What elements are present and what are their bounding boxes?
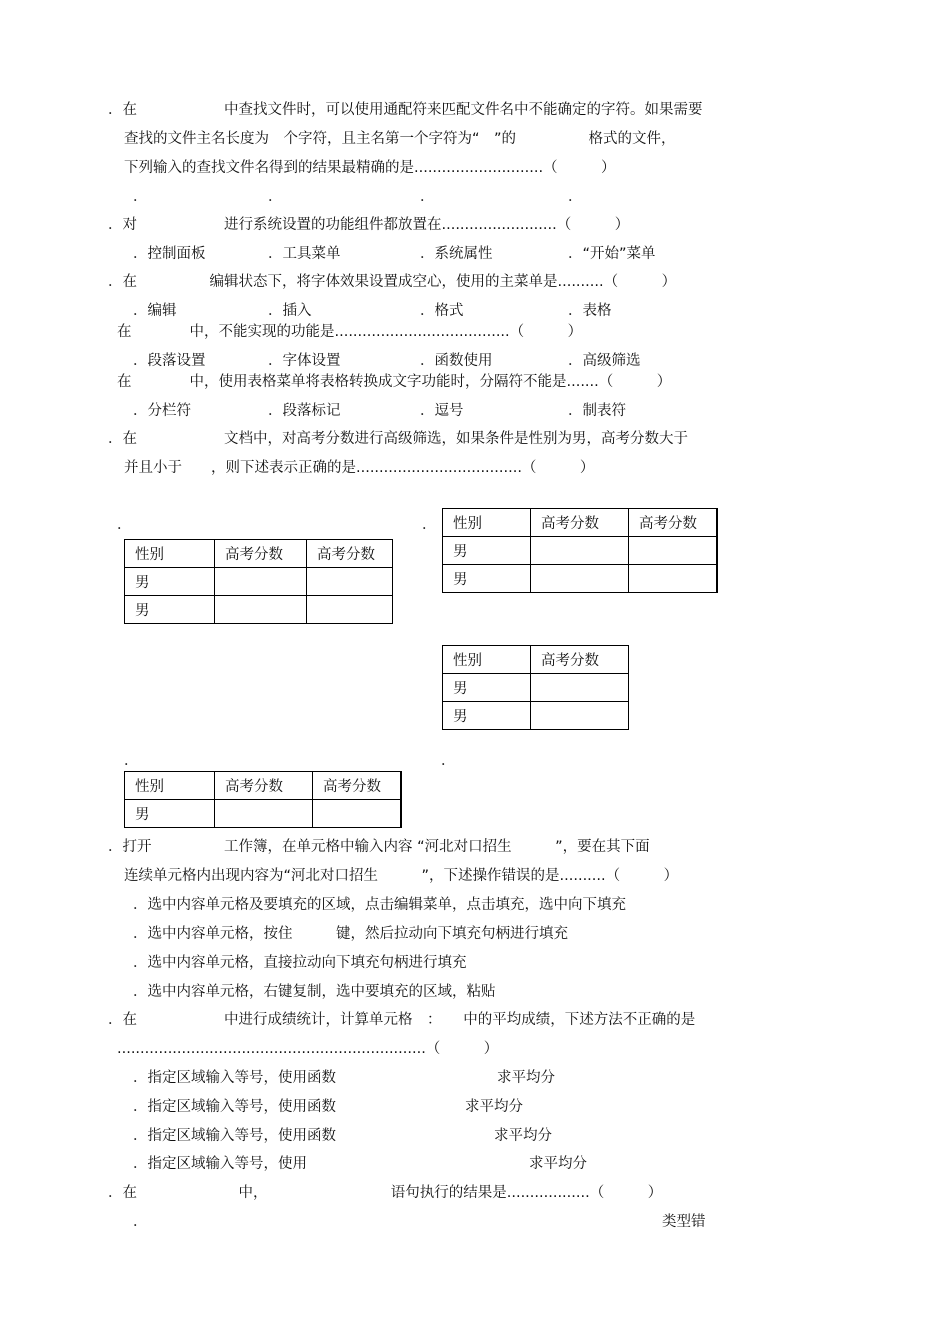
text-line: ． bbox=[117, 517, 132, 533]
text-line: 求平均分 bbox=[497, 1070, 555, 1086]
table-cell bbox=[215, 596, 307, 624]
table-header: 高考分数 bbox=[531, 509, 629, 537]
text-line: ．指定区域输入等号，使用函数 bbox=[133, 1070, 336, 1086]
text-line: ． bbox=[133, 189, 148, 205]
text-line: 连续单元格内出现内容为“河北对口招生 ”，下述操作错误的是..........（ ） bbox=[124, 868, 679, 884]
table-cell bbox=[307, 568, 393, 596]
text-line: 并且小于 ，则下述表示正确的是....................................（ ） bbox=[124, 460, 595, 476]
text-line: ．选中内容单元格，直接拉动向下填充句柄进行填充 bbox=[133, 955, 467, 971]
table-cell bbox=[307, 596, 393, 624]
table-cell bbox=[531, 565, 629, 593]
text-line: 求平均分 bbox=[494, 1128, 552, 1144]
text-line: ．指定区域输入等号，使用函数 bbox=[133, 1128, 336, 1144]
text-line: 在 中，不能实现的功能是......................................（ ） bbox=[117, 324, 583, 340]
text-line: ．在 中， 语句执行的结果是..................（ ） bbox=[108, 1185, 663, 1201]
text-line: 求平均分 bbox=[465, 1099, 523, 1115]
text-line: ． bbox=[124, 753, 139, 769]
text-line: 下列输入的查找文件名得到的结果最精确的是............................（ ） bbox=[124, 160, 616, 176]
table-cell: 男 bbox=[443, 702, 531, 730]
text-line: ．函数使用 bbox=[420, 353, 493, 369]
table-option-a bbox=[124, 539, 393, 624]
table-cell: 男 bbox=[443, 537, 531, 565]
text-line: ． bbox=[441, 753, 456, 769]
text-line: ．“开始”菜单 bbox=[568, 246, 656, 262]
text-line: ． bbox=[420, 189, 435, 205]
table-option-d bbox=[124, 771, 402, 828]
table-cell: 男 bbox=[443, 674, 531, 702]
table-cell bbox=[629, 565, 717, 593]
table-cell: 男 bbox=[125, 596, 215, 624]
text-line: ．系统属性 bbox=[420, 246, 493, 262]
table-cell bbox=[215, 800, 313, 828]
text-line: 在 中，使用表格菜单将表格转换成文字功能时，分隔符不能是.......（ ） bbox=[117, 374, 672, 390]
text-line: ．对 进行系统设置的功能组件都放置在.........................（ ） bbox=[108, 217, 630, 233]
text-line: ．选中内容单元格及要填充的区域，点击编辑菜单，点击填充，选中向下填充 bbox=[133, 897, 626, 913]
text-line: ．段落设置 bbox=[133, 353, 206, 369]
table-cell bbox=[531, 674, 629, 702]
text-line: ．分栏符 bbox=[133, 403, 191, 419]
table-header: 性别 bbox=[125, 772, 215, 800]
table-header: 高考分数 bbox=[629, 509, 717, 537]
text-line: 求平均分 bbox=[529, 1156, 587, 1172]
text-line: ．在 中进行成绩统计，计算单元格 ： 中的平均成绩，下述方法不正确的是 bbox=[108, 1012, 696, 1028]
text-line: ．插入 bbox=[268, 303, 312, 319]
table-cell: 男 bbox=[443, 565, 531, 593]
text-line: ． bbox=[133, 1214, 148, 1230]
text-line: ...................................................................（ ） bbox=[117, 1041, 499, 1057]
text-line: ．编辑 bbox=[133, 303, 177, 319]
text-line: ．段落标记 bbox=[268, 403, 341, 419]
text-line: ．在 编辑状态下，将字体效果设置成空心，使用的主菜单是..........（ ） bbox=[108, 274, 677, 290]
text-line: ． bbox=[422, 517, 437, 533]
text-line: ．逗号 bbox=[420, 403, 464, 419]
table-cell bbox=[531, 702, 629, 730]
text-line: ．指定区域输入等号，使用函数 bbox=[133, 1099, 336, 1115]
text-line: ．打开 工作簿，在单元格中输入内容 “河北对口招生 ”，要在其下面 bbox=[108, 839, 650, 855]
table-cell bbox=[215, 568, 307, 596]
table-cell bbox=[629, 537, 717, 565]
text-line: ．在 文档中，对高考分数进行高级筛选，如果条件是性别为男，高考分数大于 bbox=[108, 431, 688, 447]
text-line: ．工具菜单 bbox=[268, 246, 341, 262]
table-cell bbox=[313, 800, 401, 828]
text-line: ．在 中查找文件时，可以使用通配符来匹配文件名中不能确定的字符。如果需要 bbox=[108, 102, 703, 118]
text-line: ．选中内容单元格，右键复制，选中要填充的区域，粘贴 bbox=[133, 984, 496, 1000]
table-cell: 男 bbox=[125, 800, 215, 828]
table-header: 高考分数 bbox=[313, 772, 401, 800]
table-header: 高考分数 bbox=[307, 540, 393, 568]
text-line: ．指定区域输入等号，使用 bbox=[133, 1156, 307, 1172]
text-line: ． bbox=[268, 189, 283, 205]
table-cell: 男 bbox=[125, 568, 215, 596]
table-cell bbox=[531, 537, 629, 565]
text-line: ．选中内容单元格，按住 键，然后拉动向下填充句柄进行填充 bbox=[133, 926, 568, 942]
table-header: 性别 bbox=[443, 646, 531, 674]
text-line: ．字体设置 bbox=[268, 353, 341, 369]
table-header: 高考分数 bbox=[215, 772, 313, 800]
text-line: 查找的文件主名长度为 个字符，且主名第一个字符为“ ”的 格式的文件， bbox=[124, 131, 676, 147]
text-line: 类型错 bbox=[662, 1214, 706, 1230]
text-line: ．高级筛选 bbox=[568, 353, 641, 369]
text-line: ．控制面板 bbox=[133, 246, 206, 262]
table-option-c bbox=[442, 645, 629, 730]
table-header: 高考分数 bbox=[531, 646, 629, 674]
table-header: 高考分数 bbox=[215, 540, 307, 568]
table-option-b bbox=[442, 508, 718, 593]
text-line: ．格式 bbox=[420, 303, 464, 319]
text-line: ． bbox=[568, 189, 583, 205]
table-header: 性别 bbox=[125, 540, 215, 568]
table-header: 性别 bbox=[443, 509, 531, 537]
text-line: ．表格 bbox=[568, 303, 612, 319]
text-line: ．制表符 bbox=[568, 403, 626, 419]
